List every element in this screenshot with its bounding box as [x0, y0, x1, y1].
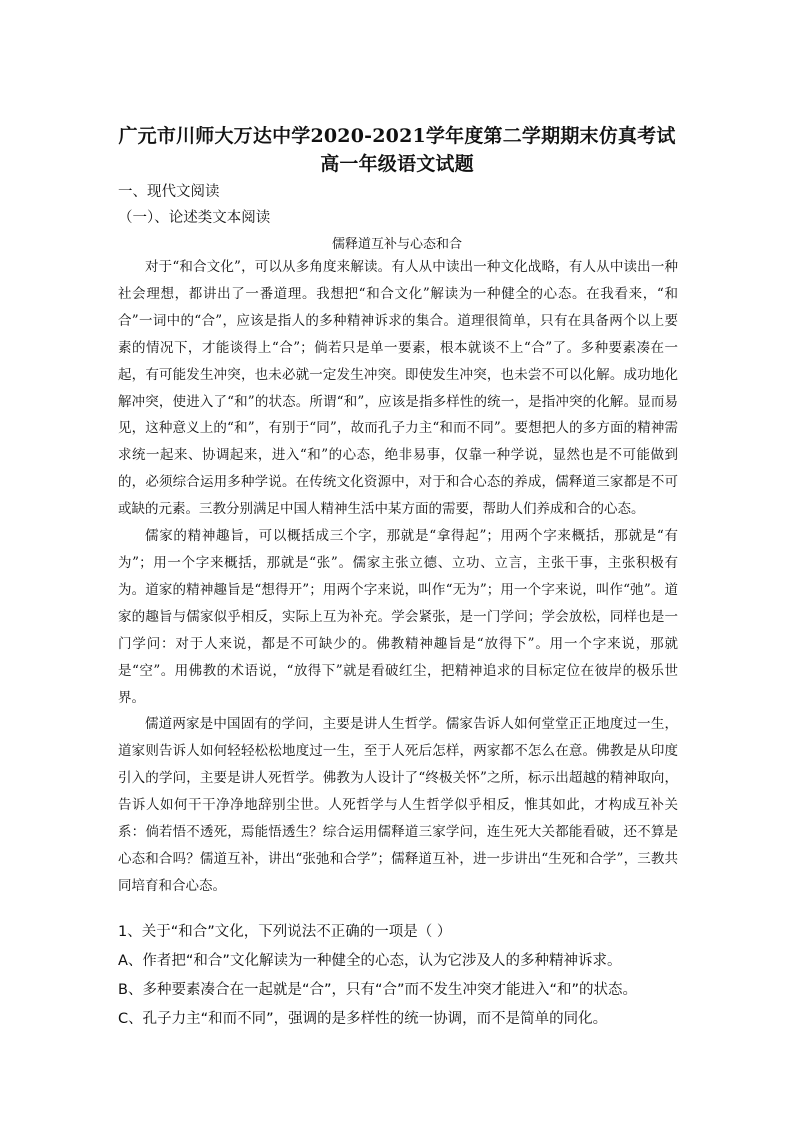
article-paragraph-3: 儒道两家是中国固有的学问，主要是讲人生哲学。儒家告诉人如何堂堂正正地度过一生，道家则告诉人如何轻轻松松地度过一生，至于人死后怎样，两家都不怎么在意。佛教是从印度引入的学问，主要是讲人死哲学。佛教为人设计了“终极关怀”之所，标示出超越的精神取向，告诉人如何干干净净地辞别尘世。人死哲学与人生哲学似乎相反，惟其如此，才构成互补关系：倘若悟不透死，焉能悟透生？综合运用儒释道三家学问，连生死大关都能看破，还不算是心态和合吗？儒道互补，讲出“张弛和合学”；儒释道互补，进一步讲出“生死和合学”，三教共同培育和合心态。: [118, 716, 678, 894]
question-block: [118, 918, 688, 1034]
option-c: C、孔子力主“和而不同”，强调的是多样性的统一协调，而不是简单的同化。: [118, 1011, 608, 1027]
option-a: A、作者把“和合”文化解读为一种健全的心态，认为它涉及人的多种精神诉求。: [118, 953, 622, 969]
subsection-heading: （一）、论述类文本阅读: [118, 210, 271, 226]
option-b: B、多种要素凑合在一起就是“合”，只有“合”而不发生冲突才能进入“和”的状态。: [118, 982, 638, 998]
exam-title: 广元市川师大万达中学2020-2021学年度第二学期期末仿真考试: [118, 125, 676, 147]
exam-subtitle: 高一年级语文试题: [320, 153, 474, 175]
question-stem: 1、关于“和合”文化，下列说法不正确的一项是（ ）: [118, 924, 452, 940]
section-heading: 一、现代文阅读: [118, 184, 220, 200]
article-paragraph-1: 对于“和合文化”，可以从多角度来解读。有人从中读出一种文化战略，有人从中读出一种社会理想，都讲出了一番道理。我想把“和合文化”解读为一种健全的心态。在我看来，“和合”一词中的“合”，应该是指人的多种精神诉求的集合。道理很简单，只有在具备两个以上要素的情况下，才能谈得上“合”；倘若只是单一要素，根本就谈不上“合”了。多种要素凑在一起，有可能发生冲突，也未必就一定发生冲突。即使发生冲突，也未尝不可以化解。成功地化解冲突，使进入了“和”的状态。所谓“和”，应该是指多样性的统一，是指冲突的化解。显而易见，这种意义上的“和”，有别于“同”，故而孔子力主“和而不同”。要想把人的多方面的精神需求统一起来、协调起来，进入“和”的心态，绝非易事，仅靠一种学说，显然也是不可能做到的，必须综合运用多种学说。在传统文化资源中，对于和合心态的养成，儒释道三家都是不可或缺的元素。三教分别满足中国人精神生活中某方面的需要，帮助人们养成和合的心态。: [118, 259, 678, 518]
article-paragraph-2: 儒家的精神趣旨，可以概括成三个字，那就是“拿得起”；用两个字来概括，那就是“有为”；用一个字来概括，那就是“张”。儒家主张立德、立功、立言，主张干事，主张积极有为。道家的精神趣旨是“想得开”；用两个字来说，叫作“无为”；用一个字来说，叫作“弛”。道家的趣旨与儒家似乎相反，实际上互为补充。学会紧张，是一门学问；学会放松，同样也是一门学问：对于人来说，都是不可缺少的。佛教精神趣旨是“放得下”。用一个字来说，那就是“空”。用佛教的术语说，“放得下”就是看破红尘，把精神追求的目标定位在彼岸的极乐世界。: [118, 528, 678, 706]
article-title: 儒释道互补与心态和合: [331, 237, 462, 252]
article-body: [118, 254, 678, 900]
